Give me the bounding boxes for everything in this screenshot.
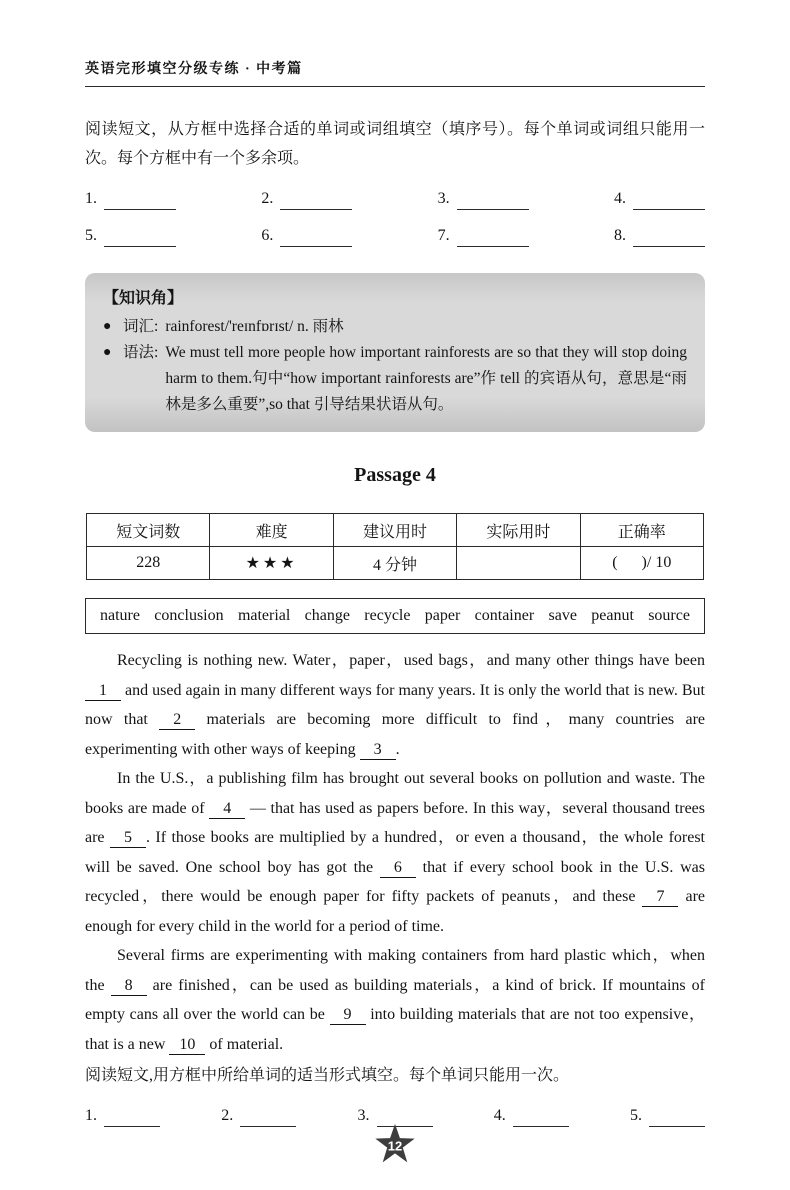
blank-line (457, 227, 529, 247)
answer-blank (85, 225, 176, 247)
stats-suggested-time: 4 分钟 (333, 547, 456, 580)
stats-header-actual-time: 实际用时 (457, 514, 580, 547)
word-bank-word: change (304, 607, 350, 624)
word-bank-word: source (648, 607, 690, 624)
word-bank-word: conclusion (154, 607, 224, 624)
answer-blank (614, 225, 705, 247)
stats-difficulty-stars: ★★★ (210, 547, 333, 580)
section1-instructions: 阅读短文，从方框中选择合适的单词或词组填空（填序号）。每个单词或词组只能用一次。每个方框中有一个多余项。 (85, 121, 705, 167)
passage-paragraphs (85, 646, 705, 1059)
blank-number: 1. (85, 190, 97, 207)
blank-line (104, 227, 176, 247)
word-bank-word: recycle (364, 607, 411, 624)
inline-blank-8: 8 (111, 976, 147, 996)
inline-blank-9: 9 (330, 1005, 366, 1025)
blank-line (633, 227, 705, 247)
blank-line (104, 190, 176, 210)
blank-number: 4. (493, 1107, 506, 1124)
book-title: 英语完形填空分级专练 · 中考篇 (85, 62, 303, 77)
blank-number: 4. (613, 190, 626, 207)
word-bank (85, 598, 705, 634)
inline-blank-4: 4 (209, 799, 245, 819)
answer-blank (614, 188, 705, 210)
knowledge-box (85, 273, 705, 432)
blank-line (457, 190, 529, 210)
stats-header-word-count: 短文词数 (87, 514, 210, 547)
word-bank-word: peanut (591, 607, 634, 624)
inline-blank-10: 10 (169, 1035, 205, 1055)
passage-paragraph: Several firms are experimenting with making containers from hard plastic which，when the 8 are finished，can be used as building materials，a kind of brick. If mountains of empty cans all over the world can be 9 into building materials that are not too expensive，that is a new 10 of material. (85, 947, 705, 1053)
knowledge-item-label: 词汇: (123, 318, 159, 335)
answer-blank-row-2 (85, 225, 705, 247)
stats-header-row (87, 514, 704, 547)
blank-number: 1. (85, 1107, 97, 1124)
passage-stats-table (86, 513, 704, 580)
header-divider (85, 86, 705, 87)
answer-blank (438, 188, 529, 210)
blank-line (633, 190, 705, 210)
stats-word-count: 228 (87, 547, 210, 580)
answer-blank (261, 225, 352, 247)
knowledge-box-title: 【知识角】 (103, 290, 184, 307)
answer-blank (261, 188, 352, 210)
inline-blank-7: 7 (642, 887, 678, 907)
stats-header-suggested-time: 建议用时 (333, 514, 456, 547)
blank-line (280, 227, 352, 247)
page-number: 12 (387, 1138, 403, 1154)
blank-number: 3. (437, 190, 450, 207)
word-bank-word: save (548, 607, 577, 624)
page-header (85, 58, 705, 87)
blank-number: 2. (261, 190, 274, 207)
word-bank-word: material (237, 607, 291, 624)
inline-blank-5: 5 (110, 828, 146, 848)
blank-number: 7. (437, 227, 450, 244)
inline-blank-3: 3 (360, 740, 396, 760)
word-bank-word: container (474, 607, 535, 624)
knowledge-box-list (103, 314, 687, 418)
passage-paragraph: Recycling is nothing new. Water，paper，used bags，and many other things have been 1 and used again in many different ways for many years. It is only the world that is new. But now that 2 materials are becoming more difficult to find，many countries are experimenting with other ways of keeping 3 . (85, 652, 706, 758)
answer-blank (85, 188, 176, 210)
section2-instructions: 阅读短文,用方框中所给单词的适当形式填空。每个单词只能用一次。 (85, 1067, 570, 1084)
inline-blank-6: 6 (380, 858, 416, 878)
stats-header-difficulty: 难度 (210, 514, 333, 547)
knowledge-item-text: rainforest/'reɪnfɒrɪst/ n. 雨林 (165, 318, 344, 335)
answer-blank-row-1 (85, 188, 705, 210)
stats-actual-time (457, 547, 580, 580)
knowledge-item-label: 语法: (123, 344, 159, 361)
page-number-star (374, 1123, 416, 1164)
answer-blank (438, 225, 529, 247)
word-bank-word: nature (100, 607, 140, 624)
stats-accuracy: ( )/ 10 (580, 547, 703, 580)
stats-value-row (87, 547, 704, 580)
page-footer (0, 1123, 790, 1164)
knowledge-box-item (103, 314, 687, 340)
blank-number: 8. (613, 227, 626, 244)
blank-number: 5. (85, 227, 97, 244)
passage-paragraph: In the U.S.，a publishing film has brought out several books on pollution and waste. The books are made of 4 — that has used as papers before. In this way，several thousand trees are 5 . If those books are multiplied by a hundred，or even a thousand，the whole forest will be saved. One school boy has got the 6 that if every school book in the U.S. was recycled，there would be enough paper for fifty packets of peanuts，and these 7 are enough for every child in the world for a period of time. (85, 770, 706, 935)
bullet-icon: ● (103, 345, 112, 360)
bullet-icon: ● (103, 319, 112, 334)
blank-number: 2. (221, 1107, 234, 1124)
knowledge-box-item (103, 340, 687, 418)
passage-title: Passage 4 (354, 464, 436, 486)
blank-number: 3. (357, 1107, 370, 1124)
inline-blank-2: 2 (159, 710, 195, 730)
blank-line (280, 190, 352, 210)
blank-number: 5. (630, 1107, 642, 1124)
knowledge-item-text: We must tell more people how important rainforests are so that they will stop doing harm to them.句中“how important rainforests are”作 tell 的宾语从句，意思是“雨林是多么重要”,so that 引导结果状语从句。 (165, 344, 687, 413)
stats-header-accuracy: 正确率 (580, 514, 703, 547)
blank-number: 6. (261, 227, 274, 244)
word-bank-word: paper (424, 607, 461, 624)
inline-blank-1: 1 (85, 681, 121, 701)
